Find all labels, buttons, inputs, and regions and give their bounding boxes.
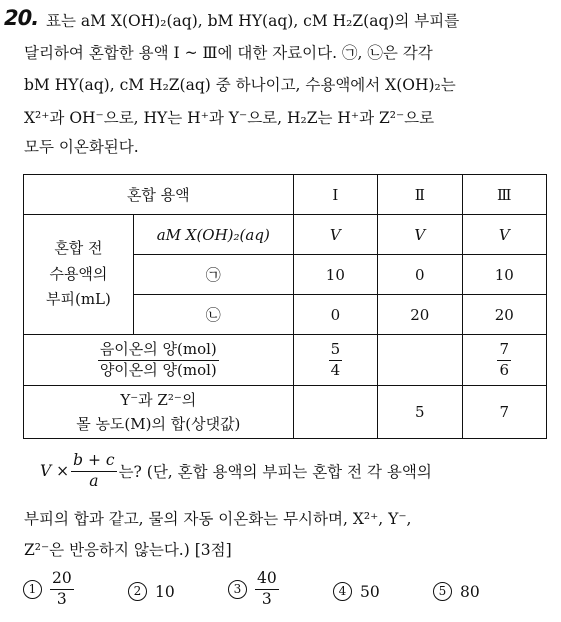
choice-1-mark: 1 <box>23 580 42 599</box>
cell: 0 <box>293 295 377 335</box>
cell: 20 <box>378 295 462 335</box>
cell: V <box>462 215 546 255</box>
ask-prefix: V × <box>40 462 70 481</box>
ratio-col1-den: 4 <box>330 360 341 379</box>
header-col-1: Ⅰ <box>293 175 377 215</box>
choice-3-den: 3 <box>261 589 272 608</box>
cell: 7 <box>462 386 546 439</box>
table-header-row <box>24 175 547 215</box>
cell: 0 <box>378 255 462 295</box>
cell: V <box>378 215 462 255</box>
cell <box>293 386 377 439</box>
sum-label-1: Y⁻과 Z²⁻의 <box>120 391 197 409</box>
choice-5-mark: 5 <box>433 582 452 601</box>
ratio-label-num: 음이온의 양(mol) <box>98 341 219 360</box>
row-label-x: aM X(OH)₂(aq) <box>133 215 293 255</box>
table-row <box>24 215 547 255</box>
cell: 10 <box>462 255 546 295</box>
choice-2[interactable] <box>128 582 175 601</box>
group-label-2: 수용액의 <box>49 264 108 283</box>
data-table <box>23 174 547 439</box>
ask-frac-num: b + c <box>71 452 116 472</box>
question-line-3: bM HY(aq), cM H₂Z(aq) 중 하나이고, 수용액에서 X(OH)₂는 <box>24 76 456 94</box>
ratio-label-den: 양이온의 양(mol) <box>99 360 217 379</box>
choice-1-den: 3 <box>56 589 67 608</box>
choice-3-num: 40 <box>255 570 279 590</box>
cell: 10 <box>293 255 377 295</box>
cell <box>293 335 377 386</box>
ask-rest: 는? (단, 혼합 용액의 부피는 혼합 전 각 용액의 <box>118 463 432 482</box>
ratio-col3 <box>497 341 511 379</box>
ratio-col3-den: 6 <box>499 360 510 379</box>
cell: 20 <box>462 295 546 335</box>
header-label: 혼합 용액 <box>24 175 294 215</box>
question-line-4: X²⁺과 OH⁻으로, HY는 H⁺과 Y⁻으로, H₂Z는 H⁺과 Z²⁻으로 <box>24 109 435 127</box>
header-col-3: Ⅲ <box>462 175 546 215</box>
choice-3-mark: 3 <box>228 580 247 599</box>
table-row <box>24 335 547 386</box>
row-label-b: ㉡ <box>133 295 293 335</box>
choice-4-text: 50 <box>360 582 380 601</box>
ask-frac-den: a <box>89 471 99 490</box>
header-col-2: Ⅱ <box>378 175 462 215</box>
choice-1-num: 20 <box>50 570 74 590</box>
question-line-1: 표는 aM X(OH)₂(aq), bM HY(aq), cM H₂Z(aq)의 부피를 <box>46 12 460 30</box>
question-line-2: 달리하여 혼합한 용액 Ⅰ ~ Ⅲ에 대한 자료이다. ㉠, ㉡은 각각 <box>24 44 433 62</box>
ratio-label <box>24 335 294 386</box>
choice-4-mark: 4 <box>333 582 352 601</box>
choice-5-text: 80 <box>460 582 480 601</box>
choice-2-text: 10 <box>155 582 175 601</box>
ask-line-2: 부피의 합과 같고, 물의 자동 이온화는 무시하며, X²⁺, Y⁻, <box>24 510 412 528</box>
ask-fraction <box>71 452 116 491</box>
choice-3-fraction <box>255 570 279 609</box>
question-number: 20. <box>4 6 39 30</box>
ratio-col3-num: 7 <box>497 341 511 360</box>
sum-label-2: 몰 농도(M)의 합(상댓값) <box>76 415 241 433</box>
table-row <box>24 386 547 439</box>
row-label-a: ㉠ <box>133 255 293 295</box>
ask-line-1 <box>40 452 432 491</box>
cell <box>378 335 462 386</box>
group-label <box>24 215 134 335</box>
choice-2-mark: 2 <box>128 582 147 601</box>
cell <box>462 335 546 386</box>
ratio-col1-num: 5 <box>329 341 343 360</box>
ratio-label-fraction <box>98 341 219 379</box>
group-label-3: 부피(mL) <box>46 290 111 309</box>
choice-4[interactable] <box>333 582 380 601</box>
question-line-5: 모두 이온화된다. <box>24 138 139 156</box>
ratio-col1 <box>329 341 343 379</box>
sum-label <box>24 386 294 439</box>
cell: 5 <box>378 386 462 439</box>
choice-1[interactable] <box>23 570 74 609</box>
choice-3[interactable] <box>228 570 279 609</box>
choice-5[interactable] <box>433 582 480 601</box>
cell: V <box>293 215 377 255</box>
group-label-1: 혼합 전 <box>54 239 103 258</box>
choice-1-fraction <box>50 570 74 609</box>
ask-line-3: Z²⁻은 반응하지 않는다.) [3점] <box>24 541 232 559</box>
